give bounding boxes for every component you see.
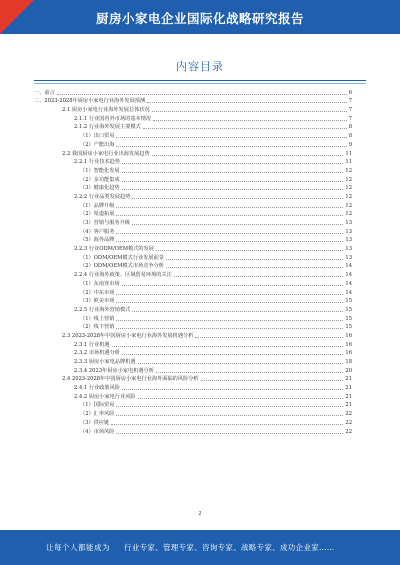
toc-entry[interactable]: [34, 278, 352, 287]
toc-entry-page: 14: [345, 289, 352, 296]
toc-entry-text: 二、2023-2028年厨房小家电行业海外发展预测: [34, 98, 146, 105]
toc-entry[interactable]: [34, 400, 352, 409]
toc-leader-dots: [122, 389, 343, 390]
toc-leader-dots: [122, 172, 344, 173]
toc-leader-dots: [153, 120, 347, 121]
toc-entry-text: 2.4.2 厨房小家电行业风险: [74, 393, 136, 400]
toc-leader-dots: [116, 233, 343, 234]
toc-leader-dots: [132, 224, 343, 225]
toc-entry-text: 2.2.2 行业品类发展趋势: [74, 193, 131, 200]
toc-entry-text: （1）智能化发展: [80, 167, 120, 174]
toc-leader-dots: [156, 372, 343, 373]
toc-entry[interactable]: [34, 261, 352, 270]
toc-entry[interactable]: [34, 287, 352, 296]
toc-entry-page: 21: [345, 393, 352, 400]
toc-entry-page: 14: [345, 280, 352, 287]
toc-leader-dots: [152, 111, 347, 112]
report-footer: [0, 530, 400, 565]
toc-entry[interactable]: [34, 330, 352, 339]
footer-slogan-left: 让每个人都能成为: [46, 543, 110, 552]
toc-entry-text: 一、前言: [34, 89, 55, 96]
toc-entry-page: 7: [348, 98, 352, 105]
toc-entry[interactable]: [34, 87, 352, 96]
toc-entry[interactable]: [34, 122, 352, 131]
toc-entry-text: 2.1.1 行业国内外市场的基本情况: [74, 115, 152, 122]
toc-entry[interactable]: [34, 139, 352, 148]
toc-leader-dots: [122, 354, 343, 355]
toc-entry-page: 11: [345, 159, 352, 166]
toc-leader-dots: [122, 189, 344, 190]
toc-entry-page: 13: [345, 228, 352, 235]
toc-entry-text: （1）ODM/OEM模式行业发展前景: [80, 254, 164, 261]
toc-leader-dots: [116, 328, 343, 329]
toc-entry-page: 15: [345, 315, 352, 322]
toc-entry-text: （3）供应链: [80, 419, 110, 426]
toc-leader-dots: [195, 337, 343, 338]
toc-entry-text: 2.4.1 行业政策风险: [74, 385, 120, 392]
toc-leader-dots: [111, 424, 343, 425]
toc-entry[interactable]: [34, 130, 352, 139]
toc-entry[interactable]: [34, 426, 352, 435]
toc-entry-page: 16: [345, 350, 352, 357]
toc-entry[interactable]: [34, 365, 352, 374]
toc-entry-page: 8: [348, 133, 352, 140]
toc-entry[interactable]: [34, 226, 352, 235]
toc-leader-dots: [174, 276, 344, 277]
toc-entry-text: 2.2 我国厨房小家电行业出海发展趋势: [62, 150, 150, 157]
toc-entry-page: 15: [345, 306, 352, 313]
toc-entry[interactable]: [34, 243, 352, 252]
toc-entry[interactable]: [34, 96, 352, 105]
toc-entry-text: （2）产能出海: [80, 141, 115, 148]
toc-leader-dots: [116, 406, 343, 407]
toc-entry-page: 14: [345, 272, 352, 279]
footer-slogan-right: 行业专家、管理专家、咨询专家、战略专家、成功企业家……: [124, 543, 335, 552]
toc-entry-page: 14: [345, 263, 352, 270]
toc-entry-page: 6: [348, 89, 352, 96]
toc-entry[interactable]: [34, 304, 352, 313]
toc-entry[interactable]: [34, 157, 352, 166]
toc-divider-secondary: [34, 83, 366, 84]
toc-entry-text: 2.3.3 厨房小家电品牌机遇: [74, 359, 136, 365]
toc-entry-page: 7: [348, 115, 352, 122]
toc-entry[interactable]: [34, 374, 352, 383]
toc-entry-page: 13: [345, 246, 352, 253]
toc-entry-text: 2.3.4 2023年厨房小家电机遇分析: [74, 367, 154, 374]
toc-heading: 内容目录: [176, 60, 224, 73]
toc-entry[interactable]: [34, 382, 352, 391]
toc-entry-page: 22: [345, 419, 352, 426]
toc-entry[interactable]: [34, 356, 352, 365]
toc-entry-text: 2.2.5 行业海外营销模式: [74, 306, 131, 313]
toc-entry-page: 21: [345, 402, 352, 409]
toc-leader-dots: [122, 285, 344, 286]
toc-leader-dots: [116, 207, 343, 208]
toc-entry[interactable]: [34, 417, 352, 426]
toc-entry-page: 12: [345, 202, 352, 209]
toc-entry[interactable]: [34, 191, 352, 200]
toc-entry-page: 13: [345, 254, 352, 261]
toc-entry-text: 2.3.1 行业机遇: [74, 341, 110, 348]
toc-entry-page: 22: [345, 428, 352, 435]
toc-entry-page: 15: [345, 298, 352, 305]
toc-entry[interactable]: [34, 165, 352, 174]
toc-leader-dots: [166, 259, 343, 260]
toc-entry-text: （2）汇率风险: [80, 411, 115, 418]
toc-entry-text: （5）海外品牌: [80, 237, 115, 244]
toc-entry-text: （2）多功能集成: [80, 176, 120, 183]
toc-entry-text: （1）线上营销: [80, 315, 115, 322]
toc-entry-page: 12: [345, 211, 352, 218]
toc-entry-page: 12: [345, 193, 352, 200]
report-header: [0, 0, 400, 34]
toc-leader-dots: [116, 433, 343, 434]
toc-leader-dots: [152, 155, 344, 156]
toc-leader-dots: [156, 250, 343, 251]
toc-entry-text: 2.2.3 行业ODM/OEM模式的发展: [74, 246, 154, 253]
toc-entry-text: （3）欧美市场: [80, 298, 115, 305]
toc-entry[interactable]: [34, 269, 352, 278]
toc-leader-dots: [138, 398, 344, 399]
toc-entry[interactable]: [34, 391, 352, 400]
toc-entry-text: （1）品牌升级: [80, 202, 115, 209]
toc-entry-page: 16: [345, 341, 352, 348]
toc-entry-page: 13: [345, 220, 352, 226]
toc-entry[interactable]: [34, 104, 352, 113]
toc-entry-page: 21: [345, 385, 352, 392]
toc-entry-text: （1）东南亚市场: [80, 280, 120, 287]
toc-leader-dots: [116, 241, 343, 242]
toc-leader-dots: [138, 363, 344, 364]
toc-entry-text: （4）客户服务: [80, 228, 115, 235]
toc-entry[interactable]: [34, 209, 352, 218]
toc-leader-dots: [147, 102, 347, 103]
toc-entry-text: （2）ODM/OEM模式市场竞争分析: [80, 263, 164, 270]
toc-leader-dots: [166, 267, 343, 268]
toc-leader-dots: [201, 380, 344, 381]
toc-entry-page: 21: [345, 376, 352, 383]
toc-entry-text: 2.3 2023-2028年中国厨房小家电行业海外发展机遇分析: [62, 332, 194, 339]
toc-entry-page: 12: [345, 167, 352, 174]
toc-entry-page: 12: [345, 176, 352, 183]
toc-entry-text: 2.3.2 市场机遇分析: [74, 350, 120, 357]
toc-entry[interactable]: [34, 200, 352, 209]
toc-leader-dots: [116, 302, 343, 303]
toc-leader-dots: [122, 163, 343, 164]
toc-leader-dots: [116, 294, 343, 295]
toc-entry-text: （1）出口贸易: [80, 133, 115, 140]
toc-entry-page: 9: [348, 141, 352, 148]
toc-leader-dots: [116, 146, 346, 147]
toc-leader-dots: [112, 346, 344, 347]
toc-entry[interactable]: [34, 313, 352, 322]
toc-entry[interactable]: [34, 348, 352, 357]
toc-leader-dots: [122, 181, 344, 182]
toc-entry[interactable]: [34, 252, 352, 261]
toc-leader-dots: [143, 128, 347, 129]
toc-entry-page: 11: [345, 150, 352, 157]
toc-entry-page: 12: [345, 185, 352, 192]
toc-entry-text: （3）健康化趋势: [80, 185, 120, 192]
toc-divider: [34, 80, 366, 81]
toc-entry-text: （2）渠道拓展: [80, 211, 115, 218]
toc-leader-dots: [116, 215, 343, 216]
toc-leader-dots: [116, 415, 343, 416]
toc-entry-page: 20: [345, 367, 352, 374]
toc-leader-dots: [132, 311, 343, 312]
toc-entry-text: 2.1.2 行业海外发展主要模式: [74, 124, 141, 131]
toc-entry-text: （2）中东市场: [80, 289, 115, 296]
toc-entry[interactable]: [34, 235, 352, 244]
toc-entry[interactable]: [34, 148, 352, 157]
report-title: 厨房小家电企业国际化战略研究报告: [95, 11, 304, 26]
toc-entry-page: 13: [345, 237, 352, 244]
toc-entry[interactable]: [34, 183, 352, 192]
toc-entry-text: 2.4 2023-2028年中国厨房小家电行业海外面临的风险分析: [62, 376, 199, 383]
toc-entry-page: 7: [348, 107, 352, 114]
toc-entry-page: 16: [345, 332, 352, 339]
toc-leader-dots: [116, 320, 343, 321]
toc-leader-dots: [116, 137, 346, 138]
toc-entry[interactable]: [34, 322, 352, 331]
toc-entry-page: 22: [345, 411, 352, 418]
table-of-contents: [34, 87, 352, 435]
toc-entry-page: 8: [348, 124, 352, 131]
toc-entry-text: 2.2.1 行业技术趋势: [74, 159, 120, 166]
toc-entry[interactable]: [34, 296, 352, 305]
toc-entry-text: （1）国际贸易: [80, 402, 115, 409]
toc-entry[interactable]: [34, 217, 352, 226]
toc-entry-page: 15: [345, 324, 352, 331]
toc-entry[interactable]: [34, 113, 352, 122]
toc-entry[interactable]: [34, 339, 352, 348]
toc-leader-dots: [57, 94, 347, 95]
toc-entry-text: （4）市场风险: [80, 428, 115, 435]
toc-entry[interactable]: [34, 174, 352, 183]
page-number: 2: [198, 511, 202, 517]
toc-entry-text: （2）线下营销: [80, 324, 115, 331]
toc-entry-text: （3）营销与服务升级: [80, 220, 130, 226]
toc-entry[interactable]: [34, 408, 352, 417]
toc-leader-dots: [132, 198, 343, 199]
toc-entry-page: 18: [345, 359, 352, 365]
toc-entry-text: 2.1 厨房小家电行业海外发展总体状况: [62, 107, 150, 114]
toc-entry-text: 2.2.4 行业海外政策、区域贸易环境的关注: [74, 272, 172, 279]
